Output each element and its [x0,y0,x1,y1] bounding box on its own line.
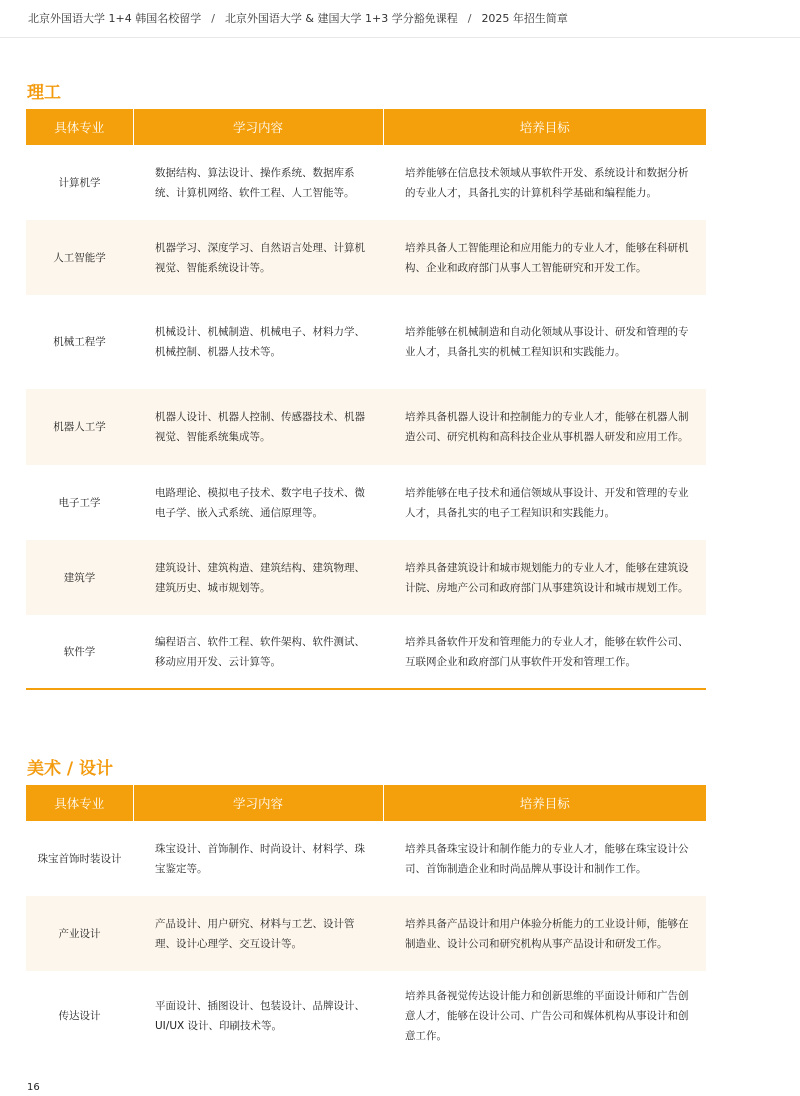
breadcrumb-separator: / [211,12,215,25]
major-name: 电子工学 [26,465,133,540]
major-name: 产业设计 [26,896,133,971]
art-design-table [26,785,706,1061]
breadcrumb-3: 2025 年招生简章 [481,12,568,25]
study-content: 机械设计、机械制造、机械电子、材料力学、机械控制、机器人技术等。 [133,295,383,389]
study-content: 编程语言、软件工程、软件架构、软件测试、移动应用开发、云计算等。 [133,615,383,689]
training-goal: 培养能够在信息技术领域从事软件开发、系统设计和数据分析的专业人才，具备扎实的计算机科学基础和编程能力。 [383,145,706,220]
breadcrumb-1: 北京外国语大学 1+4 韩国名校留学 [28,12,202,25]
study-content: 建筑设计、建筑构造、建筑结构、建筑物理、建筑历史、城市规划等。 [133,540,383,615]
column-header-major: 具体专业 [26,109,133,145]
study-content: 产品设计、用户研究、材料与工艺、设计管理、设计心理学、交互设计等。 [133,896,383,971]
table-row [26,465,706,540]
table-header-row [26,109,706,145]
major-name: 机器人工学 [26,389,133,465]
table-row [26,540,706,615]
section-title-art-design: 美术 / 设计 [27,759,114,779]
major-name: 传达设计 [26,971,133,1061]
training-goal: 培养能够在机械制造和自动化领域从事设计、研发和管理的专业人才，具备扎实的机械工程知识和实践能力。 [383,295,706,389]
study-content: 平面设计、插图设计、包装设计、品牌设计、UI/UX 设计、印刷技术等。 [133,971,383,1061]
table-row [26,971,706,1061]
table-row [26,220,706,295]
major-name: 人工智能学 [26,220,133,295]
major-name: 计算机学 [26,145,133,220]
study-content: 机器人设计、机器人控制、传感器技术、机器视觉、智能系统集成等。 [133,389,383,465]
training-goal: 培养具备视觉传达设计能力和创新思维的平面设计师和广告创意人才，能够在设计公司、广告公司和媒体机构从事设计和创意工作。 [383,971,706,1061]
table-header-row [26,785,706,821]
study-content: 机器学习、深度学习、自然语言处理、计算机视觉、智能系统设计等。 [133,220,383,295]
training-goal: 培养具备软件开发和管理能力的专业人才，能够在软件公司、互联网企业和政府部门从事软件开发和管理工作。 [383,615,706,689]
major-name: 机械工程学 [26,295,133,389]
table-row [26,896,706,971]
table-row [26,145,706,220]
study-content: 数据结构、算法设计、操作系统、数据库系统、计算机网络、软件工程、人工智能等。 [133,145,383,220]
major-name: 建筑学 [26,540,133,615]
table-row [26,821,706,896]
column-header-content: 学习内容 [133,109,383,145]
training-goal: 培养具备产品设计和用户体验分析能力的工业设计师，能够在制造业、设计公司和研究机构从事产品设计和研发工作。 [383,896,706,971]
table-row [26,295,706,389]
training-goal: 培养能够在电子技术和通信领域从事设计、开发和管理的专业人才，具备扎实的电子工程知识和实践能力。 [383,465,706,540]
training-goal: 培养具备人工智能理论和应用能力的专业人才，能够在科研机构、企业和政府部门从事人工智能研究和开发工作。 [383,220,706,295]
table-row [26,615,706,689]
table-row [26,389,706,465]
page-number: 16 [27,1082,40,1093]
column-header-content: 学习内容 [133,785,383,821]
study-content: 珠宝设计、首饰制作、时尚设计、材料学、珠宝鉴定等。 [133,821,383,896]
major-name: 珠宝首饰时装设计 [26,821,133,896]
column-header-goal: 培养目标 [383,109,706,145]
major-name: 软件学 [26,615,133,689]
training-goal: 培养具备珠宝设计和制作能力的专业人才，能够在珠宝设计公司、首饰制造企业和时尚品牌从事设计和制作工作。 [383,821,706,896]
breadcrumb-separator: / [467,12,472,25]
section-title-engineering: 理工 [27,83,61,103]
page-header [0,0,800,38]
column-header-major: 具体专业 [26,785,133,821]
engineering-table [26,109,706,690]
breadcrumb-2: 北京外国语大学 & 建国大学 1+3 学分豁免课程 [224,12,458,25]
study-content: 电路理论、模拟电子技术、数字电子技术、微电子学、嵌入式系统、通信原理等。 [133,465,383,540]
column-header-goal: 培养目标 [383,785,706,821]
training-goal: 培养具备建筑设计和城市规划能力的专业人才，能够在建筑设计院、房地产公司和政府部门从事建筑设计和城市规划工作。 [383,540,706,615]
training-goal: 培养具备机器人设计和控制能力的专业人才，能够在机器人制造公司、研究机构和高科技企业从事机器人研发和应用工作。 [383,389,706,465]
